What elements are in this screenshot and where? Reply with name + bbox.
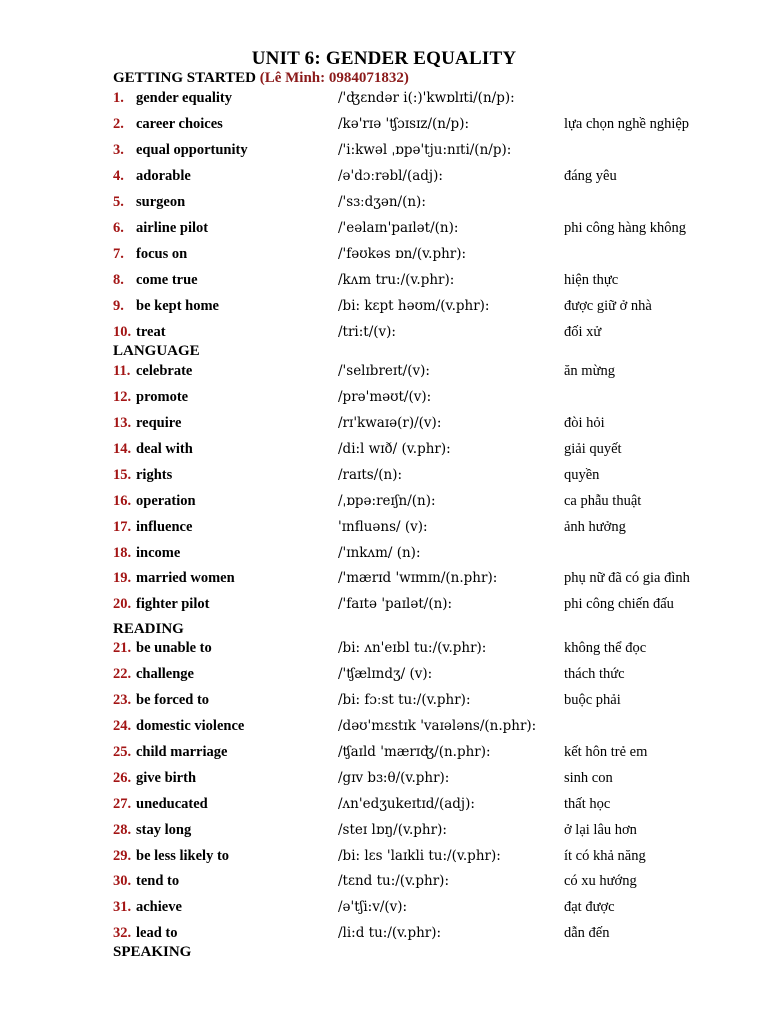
vocab-row — [0, 796, 768, 816]
vocab-pronunciation: /'selɪbreɪt/(v): — [338, 363, 430, 379]
vocab-row — [0, 640, 768, 660]
vocab-number: 15. — [113, 467, 132, 483]
vocab-term: give birth — [136, 770, 197, 786]
vocab-number: 29. — [113, 848, 132, 864]
vocab-pronunciation: /'ɪnkʌm/ (n): — [338, 545, 421, 561]
vocab-term: career choices — [136, 116, 223, 132]
vocab-row — [0, 220, 768, 240]
vocab-meaning: được giữ ở nhà — [564, 298, 652, 314]
vocab-term: rights — [136, 467, 173, 483]
vocab-row — [0, 272, 768, 292]
vocab-pronunciation: /ʧaɪld 'mærɪʤ/(n.phr): — [338, 744, 491, 760]
vocab-term: income — [136, 545, 181, 561]
vocab-pronunciation: /'fəʊkəs ɒn/(v.phr): — [338, 246, 467, 262]
vocab-row — [0, 770, 768, 790]
vocab-row — [0, 596, 768, 616]
vocab-term: deal with — [136, 441, 193, 457]
vocab-meaning: phi công hàng không — [564, 220, 687, 236]
section-heading-speaking: SPEAKING — [113, 944, 192, 960]
vocab-meaning: thách thức — [564, 666, 625, 682]
vocab-meaning: dẫn đến — [564, 925, 610, 941]
vocab-pronunciation: /ˌɒpə:reɪʃn/(n): — [338, 493, 436, 509]
vocab-number: 25. — [113, 744, 132, 760]
vocab-pronunciation: /kʌm tru:/(v.phr): — [338, 272, 455, 288]
vocab-pronunciation: /di:l wɪð/ (v.phr): — [338, 441, 451, 457]
vocab-number: 18. — [113, 545, 132, 561]
vocab-number: 27. — [113, 796, 132, 812]
vocab-number: 28. — [113, 822, 132, 838]
vocab-row — [0, 142, 768, 162]
vocab-term: equal opportunity — [136, 142, 248, 158]
vocab-row — [0, 925, 768, 945]
vocab-meaning: quyền — [564, 467, 600, 483]
vocab-row — [0, 718, 768, 738]
vocab-row — [0, 324, 768, 344]
vocab-term: adorable — [136, 168, 191, 184]
vocab-row — [0, 467, 768, 487]
section-heading-language: LANGUAGE — [113, 343, 200, 359]
vocab-term: influence — [136, 519, 193, 535]
section-heading-getting-started — [113, 70, 409, 87]
vocab-pronunciation: /li:d tu:/(v.phr): — [338, 925, 442, 941]
vocab-pronunciation: /raɪts/(n): — [338, 467, 403, 483]
vocab-number: 26. — [113, 770, 132, 786]
vocab-row — [0, 570, 768, 590]
vocab-meaning: sinh con — [564, 770, 613, 786]
vocab-term: come true — [136, 272, 198, 288]
vocab-term: domestic violence — [136, 718, 245, 734]
vocab-row — [0, 363, 768, 383]
vocab-meaning: buộc phải — [564, 692, 621, 708]
vocab-pronunciation: /'sɜːdʒən/(n): — [338, 194, 426, 210]
vocab-row — [0, 493, 768, 513]
vocab-number: 12. — [113, 389, 132, 405]
vocab-pronunciation: /'faɪtə 'paɪlət/(n): — [338, 596, 453, 612]
vocab-row — [0, 298, 768, 318]
vocab-pronunciation: /'ʤɛndər i(:)'kwɒlɪti/(n/p): — [338, 90, 515, 106]
vocab-meaning: ca phẫu thuật — [564, 493, 642, 509]
vocab-meaning: ít có khả năng — [564, 848, 646, 864]
vocab-term: celebrate — [136, 363, 193, 379]
vocab-meaning: ảnh hưởng — [564, 519, 626, 535]
vocab-row — [0, 246, 768, 266]
section-heading-reading: READING — [113, 621, 184, 637]
vocab-number: 8. — [113, 272, 124, 288]
vocab-row — [0, 116, 768, 136]
vocab-meaning: đáng yêu — [564, 168, 617, 184]
vocab-row — [0, 692, 768, 712]
vocab-row — [0, 822, 768, 842]
vocab-number: 14. — [113, 441, 132, 457]
vocab-pronunciation: /gɪv bɜ:θ/(v.phr): — [338, 770, 450, 786]
vocab-pronunciation: /steɪ lɒŋ/(v.phr): — [338, 822, 447, 838]
vocab-number: 32. — [113, 925, 132, 941]
vocab-row — [0, 194, 768, 214]
vocab-pronunciation: /ə'dɔːrəbl/(adj): — [338, 168, 443, 184]
vocab-row — [0, 168, 768, 188]
vocab-number: 2. — [113, 116, 124, 132]
vocab-term: uneducated — [136, 796, 208, 812]
vocab-pronunciation: /rɪ'kwaɪə(r)/(v): — [338, 415, 442, 431]
vocab-pronunciation: /prə'məʊt/(v): — [338, 389, 432, 405]
vocab-term: be kept home — [136, 298, 219, 314]
vocab-row — [0, 744, 768, 764]
vocab-row — [0, 873, 768, 893]
vocab-number: 10. — [113, 324, 132, 340]
vocab-term: be unable to — [136, 640, 212, 656]
vocab-number: 1. — [113, 90, 124, 106]
vocab-term: be less likely to — [136, 848, 230, 864]
vocab-row — [0, 441, 768, 461]
vocab-number: 19. — [113, 570, 132, 586]
vocab-term: require — [136, 415, 182, 431]
vocab-term: gender equality — [136, 90, 232, 106]
vocab-meaning: phi công chiến đấu — [564, 596, 674, 612]
page-title: UNIT 6: GENDER EQUALITY — [251, 48, 517, 69]
vocab-pronunciation: /tɛnd tu:/(v.phr): — [338, 873, 449, 889]
vocab-term: stay long — [136, 822, 192, 838]
vocab-row — [0, 899, 768, 919]
vocab-number: 24. — [113, 718, 132, 734]
vocab-pronunciation: /'eəlaɪn'paɪlət/(n): — [338, 220, 459, 236]
author-credit: (Lê Minh: 0984071832) — [259, 70, 409, 86]
section-label: GETTING STARTED — [113, 70, 256, 86]
vocab-meaning: giải quyết — [564, 441, 622, 457]
vocab-meaning: hiện thực — [564, 272, 619, 288]
vocab-number: 22. — [113, 666, 132, 682]
vocab-term: fighter pilot — [136, 596, 210, 612]
vocab-term: airline pilot — [136, 220, 209, 236]
vocab-term: married women — [136, 570, 235, 586]
vocab-term: challenge — [136, 666, 194, 682]
vocab-pronunciation: /'ʧælɪndʒ/ (v): — [338, 666, 433, 682]
vocab-term: surgeon — [136, 194, 186, 210]
vocab-meaning: thất học — [564, 796, 611, 812]
vocab-number: 5. — [113, 194, 124, 210]
vocab-pronunciation: /bi: fɔːst tu:/(v.phr): — [338, 692, 471, 708]
vocab-pronunciation: /'mærɪd 'wɪmɪn/(n.phr): — [338, 570, 498, 586]
vocab-pronunciation: 'ɪnfluəns/ (v): — [338, 519, 428, 535]
vocab-row — [0, 545, 768, 565]
vocab-meaning: ăn mừng — [564, 363, 615, 379]
vocab-pronunciation: /ə'tʃi:v/(v): — [338, 899, 408, 915]
vocab-number: 16. — [113, 493, 132, 509]
vocab-number: 11. — [113, 363, 131, 379]
vocab-number: 20. — [113, 596, 132, 612]
vocab-row — [0, 90, 768, 110]
vocab-pronunciation: /bi: kɛpt həʊm/(v.phr): — [338, 298, 490, 314]
vocab-term: operation — [136, 493, 196, 509]
vocab-meaning: ở lại lâu hơn — [564, 822, 637, 838]
vocab-meaning: không thể đọc — [564, 640, 647, 656]
vocab-row — [0, 519, 768, 539]
vocab-pronunciation: /bi: ʌn'eɪbl tu:/(v.phr): — [338, 640, 487, 656]
vocab-pronunciation: /kə'rɪə 'ʧɔɪsɪz/(n/p): — [338, 116, 470, 132]
vocab-row — [0, 389, 768, 409]
vocab-number: 21. — [113, 640, 132, 656]
vocab-number: 13. — [113, 415, 132, 431]
vocab-number: 30. — [113, 873, 132, 889]
vocab-meaning: đòi hỏi — [564, 415, 605, 431]
vocab-number: 3. — [113, 142, 124, 158]
vocab-row — [0, 848, 768, 868]
vocab-number: 31. — [113, 899, 132, 915]
vocab-number: 9. — [113, 298, 124, 314]
vocab-number: 7. — [113, 246, 124, 262]
vocab-term: achieve — [136, 899, 182, 915]
vocab-number: 17. — [113, 519, 132, 535]
vocab-term: promote — [136, 389, 189, 405]
vocab-term: treat — [136, 324, 166, 340]
vocab-term: child marriage — [136, 744, 228, 760]
vocab-meaning: lựa chọn nghề nghiệp — [564, 116, 690, 132]
vocab-row — [0, 415, 768, 435]
vocab-term: focus on — [136, 246, 188, 262]
vocab-number: 23. — [113, 692, 132, 708]
vocab-term: be forced to — [136, 692, 210, 708]
vocab-number: 6. — [113, 220, 124, 236]
vocab-meaning: có xu hướng — [564, 873, 637, 889]
vocab-pronunciation: /tri:t/(v): — [338, 324, 396, 340]
vocab-pronunciation: /dəʊ'mɛstɪk 'vaɪələns/(n.phr): — [338, 718, 537, 734]
vocab-row — [0, 666, 768, 686]
vocab-pronunciation: /ʌn'edʒukeɪtɪd/(adj): — [338, 796, 475, 812]
vocab-pronunciation: /bi: lɛs 'laɪkli tu:/(v.phr): — [338, 848, 501, 864]
vocab-meaning: đạt được — [564, 899, 615, 915]
vocab-pronunciation: /'i:kwəl ˌɒpə'tju:nɪti/(n/p): — [338, 142, 512, 158]
vocab-term: lead to — [136, 925, 178, 941]
vocab-meaning: kết hôn trẻ em — [564, 744, 648, 760]
vocab-meaning: đối xử — [564, 324, 602, 340]
vocab-term: tend to — [136, 873, 180, 889]
vocab-meaning: phụ nữ đã có gia đình — [564, 570, 690, 586]
vocab-number: 4. — [113, 168, 124, 184]
